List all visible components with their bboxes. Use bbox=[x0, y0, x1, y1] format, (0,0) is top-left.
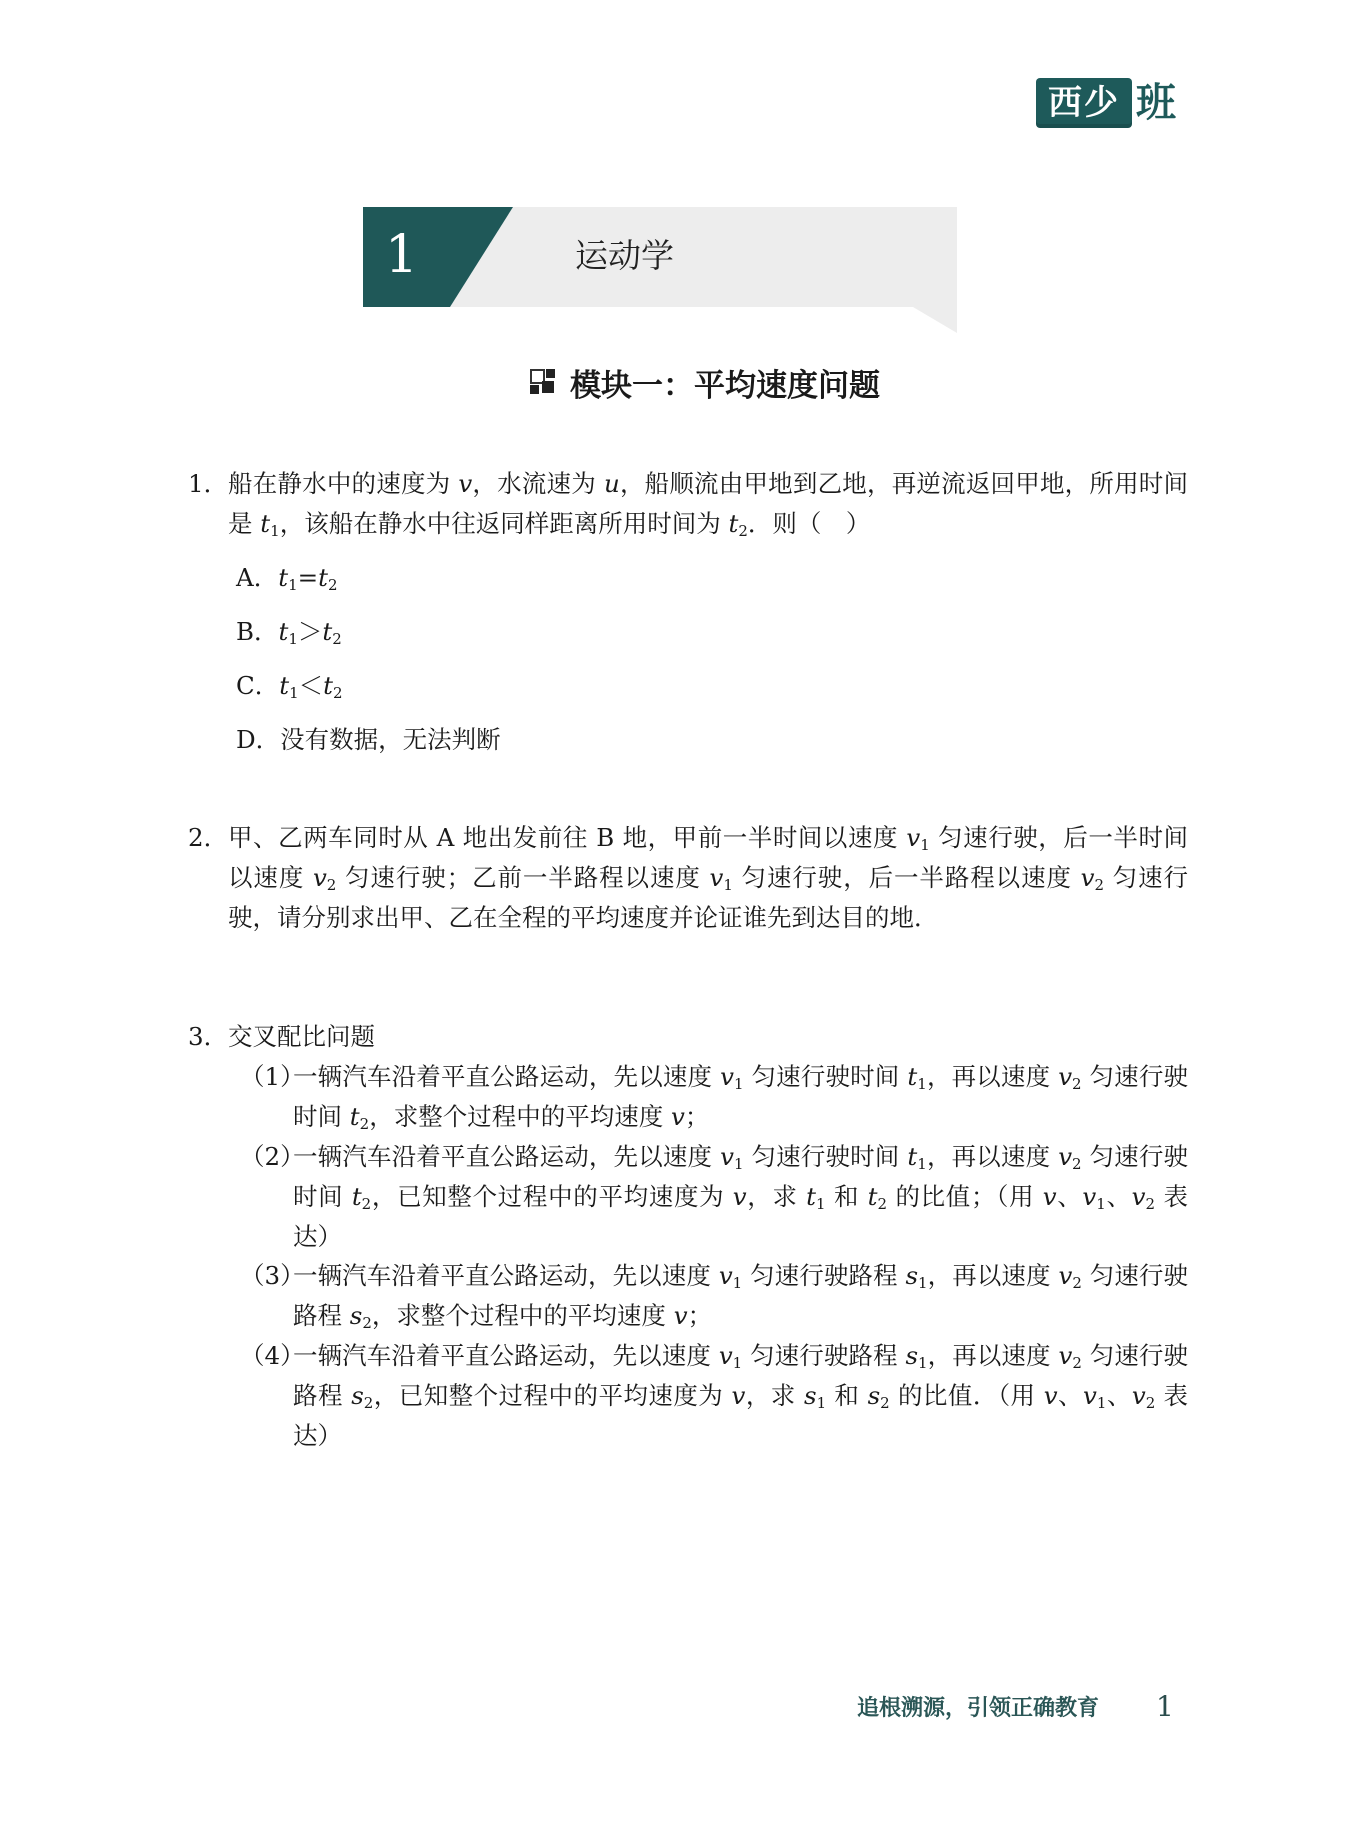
chapter-number: 1 bbox=[385, 225, 419, 285]
logo-ban: 班 bbox=[1136, 80, 1176, 126]
sub-question-1 bbox=[240, 1057, 1188, 1137]
sub-question-3 bbox=[240, 1256, 1188, 1336]
logo-box: 西少 bbox=[1036, 78, 1132, 128]
sub-question-text: 一辆汽车沿着平直公路运动，先以速度 $v_1$ 匀速行驶路程 $s_1$，再以速度 $v_2$ 匀速行驶路程 $s_2$，已知整个过程中的平均速度为 v，求 $s_1$ 和 $s_2$ 的比值．（用 v、$v_1$、$v_2$ 表达） bbox=[293, 1341, 1189, 1450]
chapter-banner-tab bbox=[913, 307, 957, 333]
question-title: 交叉配比问题 bbox=[228, 1022, 375, 1051]
sub-question-label: （4） bbox=[240, 1341, 305, 1370]
sub-question-2 bbox=[240, 1137, 1188, 1257]
sub-question-label: （1） bbox=[240, 1062, 305, 1091]
sub-question-label: （3） bbox=[240, 1261, 305, 1290]
question-3 bbox=[188, 1017, 1188, 1057]
option-a: A．$t_1=t_2$ bbox=[236, 563, 338, 594]
option-d: D．没有数据，无法判断 bbox=[236, 725, 501, 754]
sub-question-text: 一辆汽车沿着平直公路运动，先以速度 $v_1$ 匀速行驶时间 $t_1$，再以速度 $v_2$ 匀速行驶时间 $t_2$，已知整个过程中的平均速度为 v，求 $t_1$ 和 $t_2$ 的比值；（用 v、$v_1$、$v_2$ 表达） bbox=[293, 1142, 1189, 1251]
option-c: C．$t_1<t_2$ bbox=[236, 671, 343, 702]
chapter-banner bbox=[363, 207, 957, 307]
question-number: 3． bbox=[188, 1022, 229, 1051]
question-text: 甲、乙两车同时从 A 地出发前往 B 地，甲前一半时间以速度 $v_1$ 匀速行驶，后一半时间以速度 $v_2$ 匀速行驶；乙前一半路程以速度 $v_1$ 匀速行驶，后一半路程以速度 $v_2$ 匀速行驶，请分别求出甲、乙在全程的平均速度并论证谁先到达目的地． bbox=[228, 823, 1189, 932]
sub-question-text: 一辆汽车沿着平直公路运动，先以速度 $v_1$ 匀速行驶路程 $s_1$，再以速度 $v_2$ 匀速行驶路程 $s_2$，求整个过程中的平均速度 v； bbox=[293, 1261, 1189, 1332]
question-number: 1． bbox=[188, 469, 229, 498]
module-heading bbox=[530, 360, 880, 404]
chapter-title: 运动学 bbox=[575, 236, 674, 275]
module-squares-icon bbox=[530, 369, 556, 395]
module-title: 模块一：平均速度问题 bbox=[570, 367, 880, 404]
question-2 bbox=[188, 818, 1188, 938]
sub-question-label: （2） bbox=[240, 1142, 305, 1171]
question-number: 2． bbox=[188, 823, 229, 852]
brand-logo bbox=[1036, 78, 1176, 128]
question-text: 船在静水中的速度为 v，水流速为 u，船顺流由甲地到乙地，再逆流返回甲地，所用时间是 $t_1$，该船在静水中往返同样距离所用时间为 $t_2$．则（ ） bbox=[228, 469, 1188, 540]
page-number: 1 bbox=[1156, 1690, 1174, 1723]
sub-question-text: 一辆汽车沿着平直公路运动，先以速度 $v_1$ 匀速行驶时间 $t_1$，再以速度 $v_2$ 匀速行驶时间 $t_2$，求整个过程中的平均速度 v； bbox=[293, 1062, 1188, 1133]
question-1 bbox=[188, 464, 1188, 544]
option-b: B．$t_1>t_2$ bbox=[236, 617, 342, 648]
sub-question-4 bbox=[240, 1336, 1188, 1456]
footer-slogan: 追根溯源，引领正确教育 bbox=[857, 1696, 1100, 1721]
